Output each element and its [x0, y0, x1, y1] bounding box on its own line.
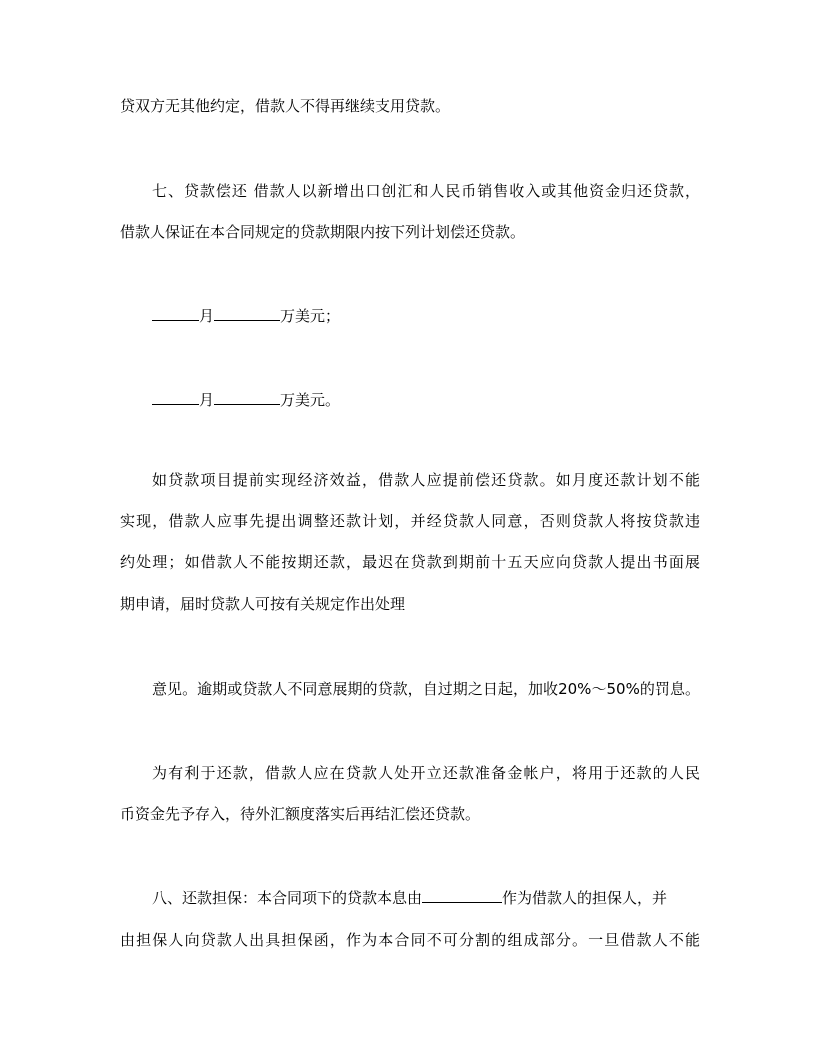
- early-repayment-line: 期申请，届时贷款人可按有关规定作出处理: [120, 595, 406, 613]
- month-label: 月: [199, 391, 215, 409]
- early-repayment-line: 实现，借款人应事先提出调整还款计划，并经贷款人同意，否则贷款人将按贷款违: [120, 512, 700, 530]
- month-blank: [152, 306, 199, 321]
- amount-label: 万美元；: [280, 307, 341, 325]
- month-label: 月: [199, 307, 215, 325]
- section-8-line: 由担保人向贷款人出具担保函，作为本合同不可分割的组成部分。一旦借款人不能: [120, 931, 700, 949]
- text-line: 贷双方无其他约定，借款人不得再继续支用贷款。: [120, 97, 451, 115]
- section-8-suffix: 作为借款人的担保人，并: [502, 889, 668, 907]
- penalty-interest-line: 意见。逾期或贷款人不同意展期的贷款，自过期之日起，加收20%～50%的罚息。: [152, 680, 700, 698]
- reserve-account-line: 币资金先予存入，待外汇额度落实后再结汇偿还贷款。: [120, 805, 481, 823]
- reserve-account-line: 为有利于还款，借款人应在贷款人处开立还款准备金帐户，将用于还款的人民: [152, 764, 700, 782]
- month-blank: [152, 390, 199, 405]
- section-7-line: 借款人保证在本合同规定的贷款期限内按下列计划偿还贷款。: [120, 223, 526, 241]
- amount-blank: [214, 306, 280, 321]
- amount-label: 万美元。: [280, 391, 341, 409]
- amount-blank: [214, 390, 280, 405]
- guarantor-blank: [422, 888, 502, 903]
- repayment-schedule-row: [152, 390, 732, 410]
- early-repayment-line: 如贷款项目提前实现经济效益，借款人应提前偿还贷款。如月度还款计划不能: [152, 471, 700, 489]
- repayment-schedule-row: [152, 306, 732, 326]
- section-7-heading-line: 七、贷款偿还 借款人以新增出口创汇和人民币销售收入或其他资金归还贷款，: [152, 182, 700, 200]
- early-repayment-line: 约处理；如借款人不能按期还款，最迟在贷款到期前十五天应向贷款人提出书面展: [120, 553, 700, 571]
- section-8-prefix: 八、还款担保：本合同项下的贷款本息由: [152, 889, 423, 907]
- section-8-heading-line: [152, 888, 700, 908]
